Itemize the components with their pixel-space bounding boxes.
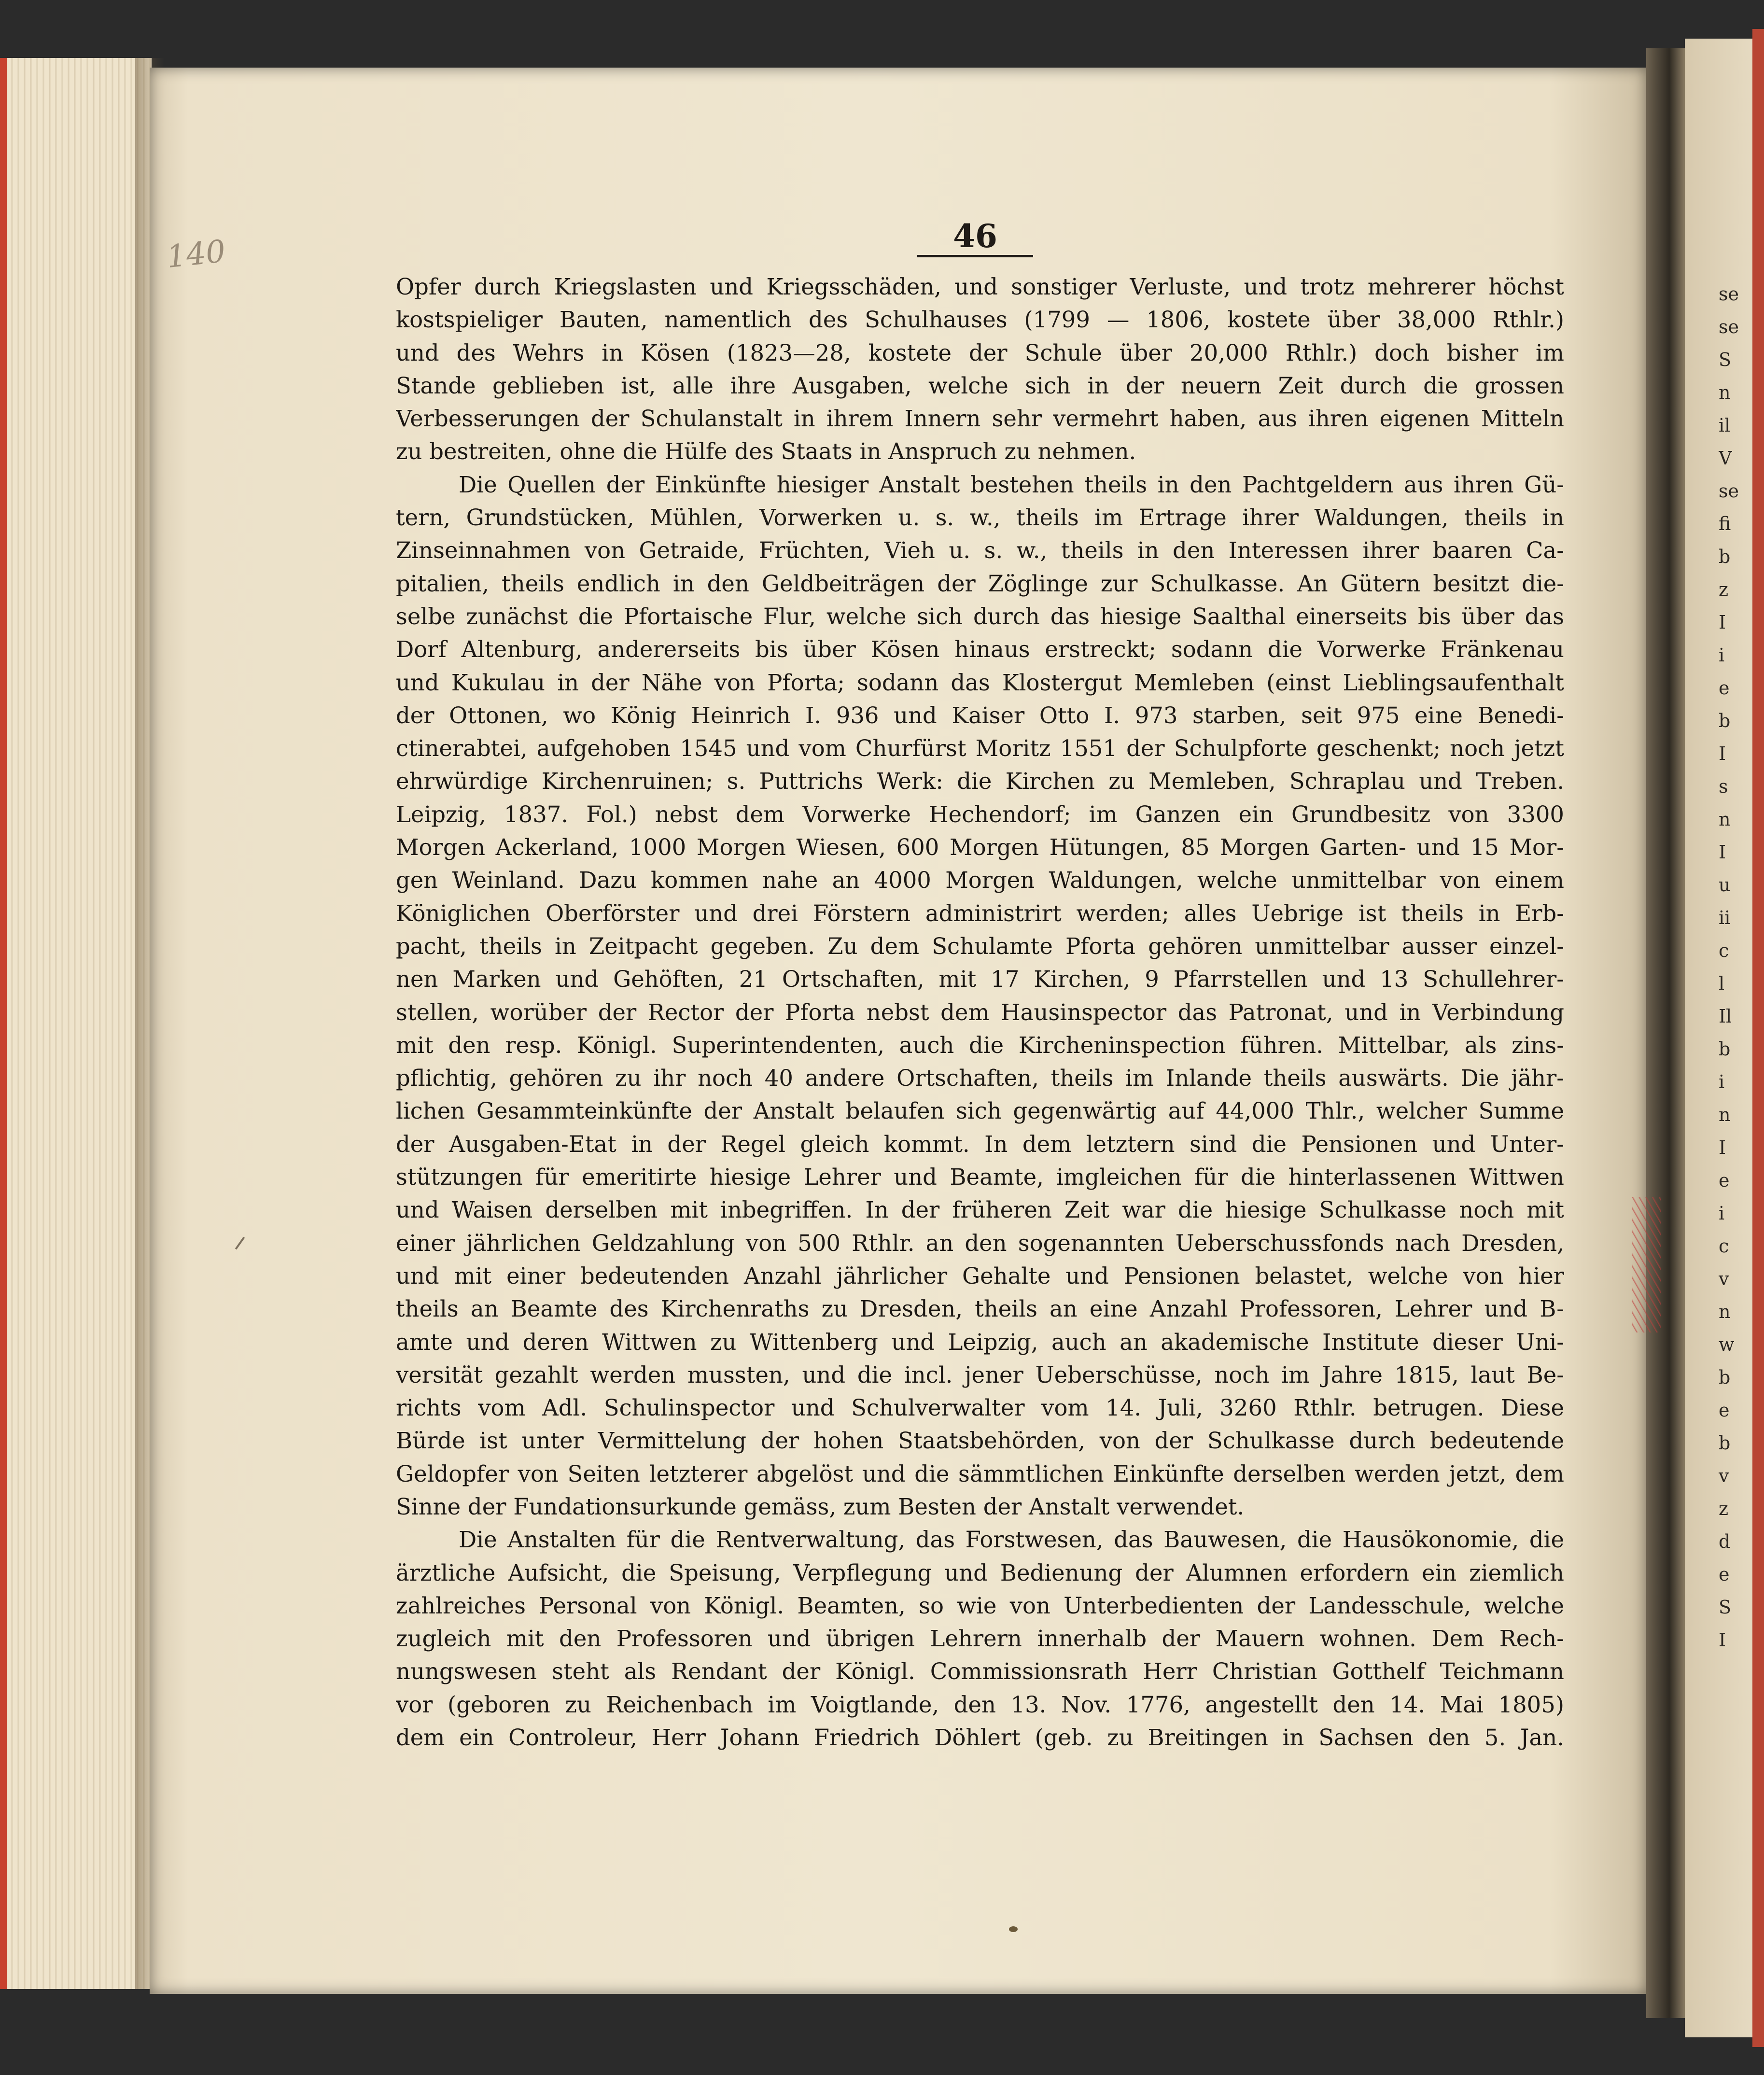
text-line: richts vom Adl. Schulinspector und Schulverwalter vom 14. Juli, 3260 Rthlr. betrugen. Diese <box>396 1395 1564 1421</box>
page-number: 46 <box>953 217 997 255</box>
left-page-block <box>0 58 152 1989</box>
text-line: einer jährlichen Geldzahlung von 500 Rthlr. an den sogenannten Ueberschussfonds nach Dresden, <box>396 1230 1564 1256</box>
text-line: Stande geblieben ist, alle ihre Ausgaben, welche sich in der neuern Zeit durch die grossen <box>396 372 1564 399</box>
text-line: ehrwürdige Kirchenruinen; s. Puttrichs Werk: die Kirchen zu Memleben, Schraplau und Treben. <box>396 768 1564 795</box>
right-page-fragment: I <box>1719 1629 1726 1651</box>
right-page-fragment: b <box>1719 710 1731 731</box>
text-line: gen Weinland. Dazu kommen nahe an 4000 Morgen Waldungen, welche unmittelbar von einem <box>396 867 1564 894</box>
right-page-fragment: v <box>1719 1465 1729 1486</box>
right-page-fragment: I <box>1719 841 1726 863</box>
right-page-fragment: b <box>1719 546 1731 567</box>
text-line: stützungen für emeritirte hiesige Lehrer und Beamte, imgleichen für die hinterlassenen Wittwen <box>396 1164 1564 1191</box>
text-line: der Ausgaben-Etat in der Regel gleich kommt. In dem letztern sind die Pensionen und Unter- <box>396 1131 1564 1157</box>
text-line: amte und deren Wittwen zu Wittenberg und Leipzig, auch an akademische Institute dieser Uni- <box>396 1329 1564 1355</box>
right-page-fragment: s <box>1719 776 1728 797</box>
page-number-underline <box>917 255 1033 257</box>
text-line: stellen, worüber der Rector der Pforta nebst dem Hausinspector das Patronat, und in Verbindung <box>396 999 1564 1025</box>
text-line: Geldopfer von Seiten letzterer abgelöst und die sämmtlichen Einkünfte derselben werden jetzt, dem <box>396 1460 1564 1487</box>
right-page-fragment: v <box>1719 1268 1729 1290</box>
right-page-fragment: e <box>1719 1170 1730 1191</box>
right-page-fragment: S <box>1719 1597 1732 1618</box>
text-line: der Ottonen, wo König Heinrich I. 936 und Kaiser Otto I. 973 starben, seit 975 eine Benedi- <box>396 702 1564 729</box>
pencil-folio-number: 140 <box>165 233 227 276</box>
right-page-fragment: I <box>1719 612 1726 633</box>
right-page-fragment: z <box>1719 579 1729 600</box>
text-line: Königlichen Oberförster und drei Förstern administrirt werden; alles Uebrige ist theils in Erb- <box>396 900 1564 926</box>
text-line: Opfer durch Kriegslasten und Kriegsschäden, und sonstiger Verluste, und trotz mehrerer höchst <box>396 274 1564 300</box>
red-pencil-hatching <box>1632 1197 1661 1332</box>
text-line: und mit einer bedeutenden Anzahl jährlicher Gehalte und Pensionen belastet, welche von hier <box>396 1262 1564 1289</box>
right-page-fragment: S <box>1719 349 1732 370</box>
text-line: Bürde ist unter Vermittelung der hohen Staatsbehörden, von der Schulkasse durch bedeutende <box>396 1428 1564 1454</box>
right-page-fragment: b <box>1719 1432 1731 1454</box>
right-page-fragment: ii <box>1719 907 1731 928</box>
right-page-fragment: i <box>1719 645 1725 666</box>
text-line: und Kukulau in der Nähe von Pforta; sodann das Klostergut Memleben (einst Lieblingsaufenthalt <box>396 669 1564 696</box>
right-page-fragment: I <box>1719 743 1726 764</box>
right-page-fragment: se <box>1719 316 1739 337</box>
right-page-fragment: il <box>1719 415 1731 436</box>
right-page-fragment: c <box>1719 940 1729 961</box>
right-page-fragment: se <box>1719 480 1739 502</box>
right-page-fragment: i <box>1719 1071 1725 1093</box>
text-line: Sinne der Fundationsurkunde gemäss, zum Besten der Anstalt verwendet. <box>396 1493 1245 1520</box>
text-line: Verbesserungen der Schulanstalt in ihrem Innern sehr vermehrt haben, aus ihren eigenen Mitteln <box>396 406 1564 432</box>
right-page-fragment: e <box>1719 677 1730 699</box>
text-line: ctinerabtei, aufgehoben 1545 und vom Churfürst Moritz 1551 der Schulpforte geschenkt; noch jetzt <box>396 735 1564 762</box>
right-page-fragment: Il <box>1719 1006 1732 1027</box>
right-page-fragment: z <box>1719 1498 1729 1519</box>
text-line: pitalien, theils endlich in den Geldbeiträgen der Zöglinge zur Schulkasse. An Gütern besitzt die- <box>396 570 1564 597</box>
right-page-fragment: i <box>1719 1203 1725 1224</box>
text-line: lichen Gesammteinkünfte der Anstalt belaufen sich gegenwärtig auf 44,000 Thlr., welcher Summe <box>396 1098 1564 1124</box>
text-line: pflichtig, gehören zu ihr noch 40 andere Ortschaften, theils im Inlande theils auswärts. Die jähr- <box>396 1065 1564 1092</box>
text-line: ärztliche Aufsicht, die Speisung, Verpflegung und Bedienung der Alumnen erfordern ein ziemlich <box>396 1559 1564 1586</box>
right-page-fragment: n <box>1719 1104 1731 1125</box>
right-page-fragment: n <box>1719 809 1731 830</box>
text-line: und des Wehrs in Kösen (1823—28, kostete der Schule über 20,000 Rthlr.) doch bisher im <box>396 339 1564 366</box>
text-line: vor (geboren zu Reichenbach im Voigtlande, den 13. Nov. 1776, angestellt den 14. Mai 1805) <box>396 1691 1564 1718</box>
text-line: tern, Grundstücken, Mühlen, Vorwerken u. s. w., theils im Ertrage ihrer Waldungen, theils in <box>396 505 1564 531</box>
ink-spot <box>1009 1926 1018 1932</box>
text-line: kostspieliger Bauten, namentlich des Schulhauses (1799 — 1806, kostete über 38,000 Rthlr.) <box>396 307 1564 333</box>
right-page-fragment: fi <box>1719 513 1731 534</box>
text-line: Morgen Ackerland, 1000 Morgen Wiesen, 600 Morgen Hütungen, 85 Morgen Garten- und 15 Mor- <box>396 834 1564 861</box>
text-line: und Waisen derselben mit inbegriffen. In der früheren Zeit war die hiesige Schulkasse noch mit <box>396 1197 1564 1223</box>
right-page-fragment: e <box>1719 1400 1730 1421</box>
text-line: zu bestreiten, ohne die Hülfe des Staats in Anspruch zu nehmen. <box>396 438 1136 465</box>
gutter <box>1646 48 1685 2018</box>
text-line: selbe zunächst die Pfortaische Flur, welche sich durch das hiesige Saalthal einerseits bis über das <box>396 603 1564 630</box>
text-line: nen Marken und Gehöften, 21 Ortschaften, mit 17 Kirchen, 9 Pfarrstellen und 13 Schullehrer- <box>396 966 1564 993</box>
text-line: dem ein Controleur, Herr Johann Friedrich Döhlert (geb. zu Breitingen in Sachsen den 5. Jan. <box>396 1724 1564 1751</box>
right-page-fragment: e <box>1719 1564 1730 1585</box>
text-line: Leipzig, 1837. Fol.) nebst dem Vorwerke Hechendorf; im Ganzen ein Grundbesitz von 3300 <box>396 801 1564 827</box>
body-text <box>396 270 1564 1754</box>
text-line: pacht, theils in Zeitpacht gegeben. Zu dem Schulamte Pforta gehören unmittelbar ausser einzel- <box>396 933 1564 959</box>
text-line: Dorf Altenburg, andererseits bis über Kösen hinaus erstreckt; sodann die Vorwerke Fränkenau <box>396 636 1564 663</box>
text-line: zugleich mit den Professoren und übrigen Lehrern innerhalb der Mauern wohnen. Dem Rech- <box>396 1626 1564 1652</box>
text-line: zahlreiches Personal von Königl. Beamten, so wie von Unterbedienten der Landesschule, welche <box>396 1592 1564 1619</box>
right-page-fragment: n <box>1719 382 1731 403</box>
right-page-fragment: l <box>1719 973 1725 994</box>
right-page-fragment: d <box>1719 1531 1731 1552</box>
right-page-fragment: w <box>1719 1334 1735 1355</box>
text-line: Zinseinnahmen von Getraide, Früchten, Vieh u. s. w., theils in den Interessen ihrer baaren Ca- <box>396 537 1564 564</box>
right-page-fragment: n <box>1719 1301 1731 1322</box>
right-page-fragment: V <box>1719 448 1732 469</box>
text-line: Die Quellen der Einkünfte hiesiger Anstalt bestehen theils in den Pachtgeldern aus ihren Gü- <box>459 471 1564 498</box>
right-page-fragment: c <box>1719 1235 1729 1257</box>
text-line: nungswesen steht als Rendant der Königl. Commissionsrath Herr Christian Gotthelf Teichmann <box>396 1658 1564 1685</box>
text-line: mit den resp. Königl. Superintendenten, auch die Kircheninspection führen. Mittelbar, als zins- <box>396 1032 1564 1058</box>
text-line: versität gezahlt werden mussten, und die incl. jener Ueberschüsse, noch im Jahre 1815, laut Be- <box>396 1361 1564 1388</box>
right-page-fragment: I <box>1719 1137 1726 1158</box>
red-page-edge <box>1752 29 1764 2047</box>
right-page-fragment: se <box>1719 283 1739 305</box>
text-line: theils an Beamte des Kirchenraths zu Dresden, theils an eine Anzahl Professoren, Lehrer und B- <box>396 1296 1564 1322</box>
right-page-fragment: u <box>1719 874 1731 896</box>
right-page-fragment: b <box>1719 1367 1731 1388</box>
text-line: Die Anstalten für die Rentverwaltung, das Forstwesen, das Bauwesen, die Hausökonomie, die <box>459 1527 1564 1553</box>
right-page-fragment: b <box>1719 1038 1731 1060</box>
